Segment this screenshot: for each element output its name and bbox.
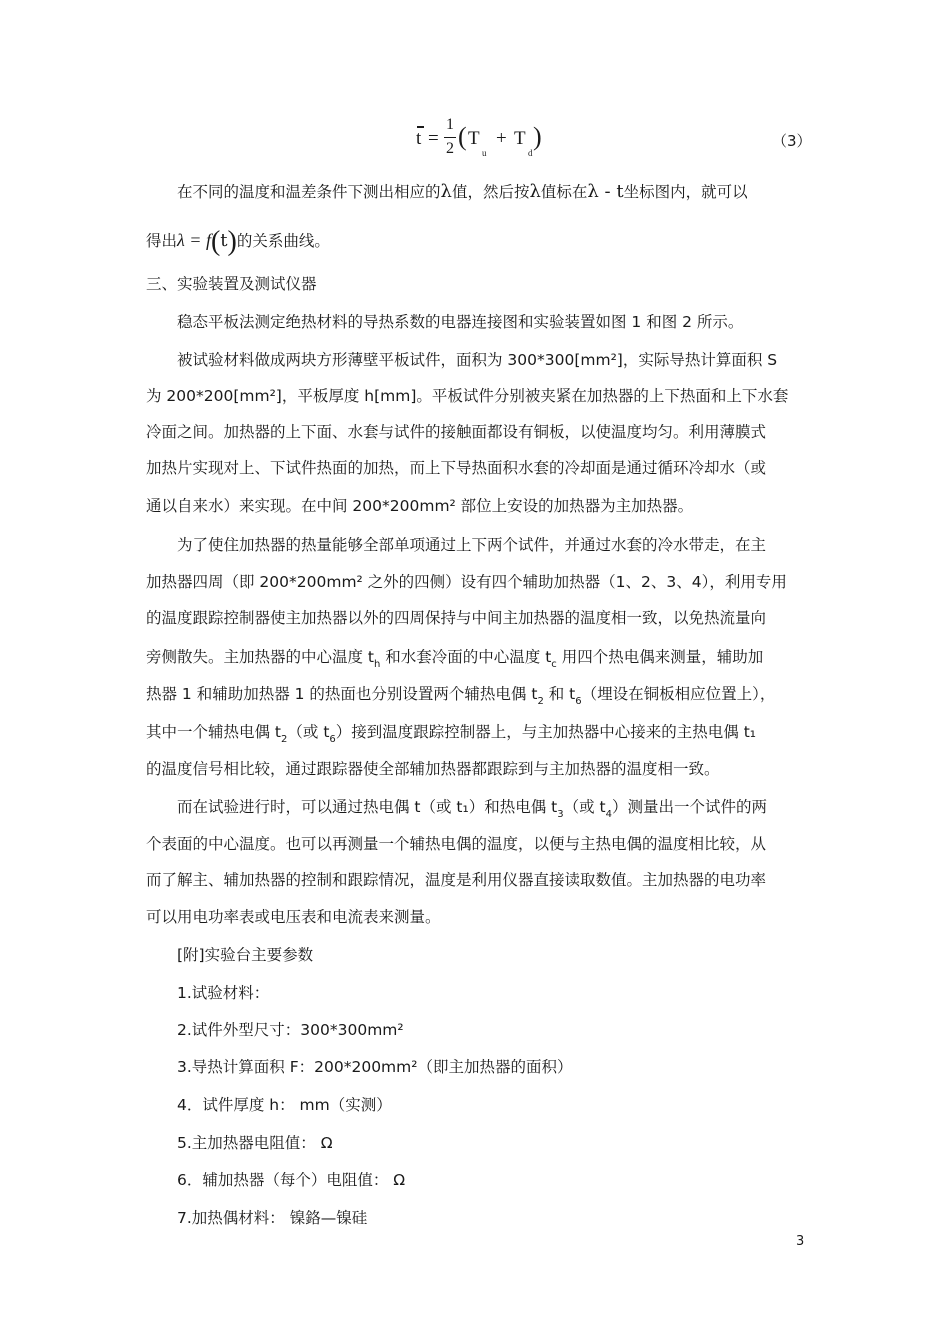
paragraph-line: 得出λ = f(t)的关系曲线。 [146, 226, 330, 257]
paragraph-line: 而在试验进行时，可以通过热电偶 t（或 t₁）和热电偶 $t_3$（或 $t_4$）测量出一个试件的两 [177, 798, 768, 820]
formula-equals: = [428, 128, 439, 149]
paragraph-line: 可以用电功率表或电压表和电流表来测量。 [146, 908, 441, 926]
paragraph-line: 通以自来水）来实现。在中间 200*200mm² 部位上安设的加热器为主加热器。 [146, 497, 694, 515]
appendix-item: 2.试件外型尺寸：300*300mm² [177, 1021, 404, 1039]
formula-td: T [514, 128, 526, 149]
function-expression: λ = f [177, 230, 211, 250]
t-bar: t [220, 230, 228, 251]
page-number: 3 [796, 1234, 805, 1249]
paragraph-line: 的温度跟踪控制器使主加热器以外的四周保持与中间主加热器的温度相一致，以免热流量向 [146, 609, 767, 627]
paragraph-line: 为了使住加热器的热量能够全部单项通过上下两个试件，并通过水套的冷水带走，在主 [177, 536, 767, 554]
appendix-item: 5.主加热器电阻值： Ω [177, 1134, 333, 1152]
appendix-item: 7.加热偶材料： 镍鉻—镍硅 [177, 1209, 368, 1227]
equation-number: （3） [772, 132, 812, 150]
formula-plus: + [496, 128, 507, 149]
paragraph-line: 在不同的温度和温差条件下测出相应的λ值，然后按λ值标在λ - t坐标图内，就可以 [177, 181, 748, 202]
lambda-symbol: λ [440, 181, 452, 202]
appendix-item: 3.导热计算面积 F：200*200mm²（即主加热器的面积） [177, 1058, 573, 1076]
appendix-item: 1.试验材料： [177, 984, 270, 1002]
paragraph-line: 为 200*200[mm²]，平板厚度 h[mm]。平板试件分别被夹紧在加热器的上下热面和上下水套 [146, 387, 789, 405]
paragraph-line: 而了解主、辅加热器的控制和跟踪情况，温度是利用仪器直接读取数值。主加热器的电功率 [146, 871, 767, 889]
paragraph-line: 个表面的中心温度。也可以再测量一个辅热电偶的温度，以便与主热电偶的温度相比较，从 [146, 835, 767, 853]
paragraph-line: 的温度信号相比较，通过跟踪器使全部辅加热器都跟踪到与主加热器的温度相一致。 [146, 760, 720, 778]
paragraph-line: 加热片实现对上、下试件热面的加热，而上下导热面积水套的冷却面是通过循环冷却水（或 [146, 459, 767, 477]
lambda-t-symbol: λ - t [587, 181, 624, 202]
paragraph-line: 热器 1 和辅助加热器 1 的热面也分别设置两个辅热电偶 $t_2$ 和 $t_6$（埋设在铜板相应位置上）， [146, 685, 776, 707]
formula-tu: T [468, 128, 480, 149]
appendix-item: 6．辅加热器（每个）电阻值： Ω [177, 1171, 406, 1189]
formula-denominator: 2 [446, 140, 454, 157]
lambda-symbol: λ [529, 181, 541, 202]
paragraph-line: 加热器四周（即 200*200mm² 之外的四侧）设有四个辅助加热器（1、2、3、4），利用专用 [146, 573, 787, 591]
left-paren: ( [458, 122, 467, 151]
paragraph-line: 被试验材料做成两块方形薄壁平板试件，面积为 300*300[mm²]，实际导热计算面积 S [177, 351, 778, 369]
formula-sub-u: u [482, 148, 487, 158]
appendix-item: 4．试件厚度 h： mm（实测） [177, 1096, 392, 1114]
appendix-title: [附]实验台主要参数 [177, 946, 314, 964]
formula-t: t [416, 128, 422, 149]
right-paren: ) [533, 122, 542, 151]
paragraph-line: 稳态平板法测定绝热材料的导热系数的电器连接图和实验装置如图 1 和图 2 所示。 [177, 313, 744, 331]
paragraph-line: 其中一个辅热电偶 $t_2$（或 $t_6$）接到温度跟踪控制器上，与主加热器中心接来的主热电偶 t₁ [146, 723, 757, 745]
fraction-line [444, 137, 456, 138]
section-heading: 三、实验装置及测试仪器 [146, 275, 317, 293]
formula-numerator: 1 [446, 116, 454, 133]
formula-3 [416, 116, 546, 166]
formula-sub-d: d [528, 148, 533, 158]
paragraph-line: 冷面之间。加热器的上下面、水套与试件的接触面都设有铜板，以使温度均匀。利用薄膜式 [146, 423, 767, 441]
paragraph-line: 旁侧散失。主加热器的中心温度 $t_h$ 和水套冷面的中心温度 $t_c$ 用四个热电偶来测量，辅助加 [146, 648, 764, 670]
